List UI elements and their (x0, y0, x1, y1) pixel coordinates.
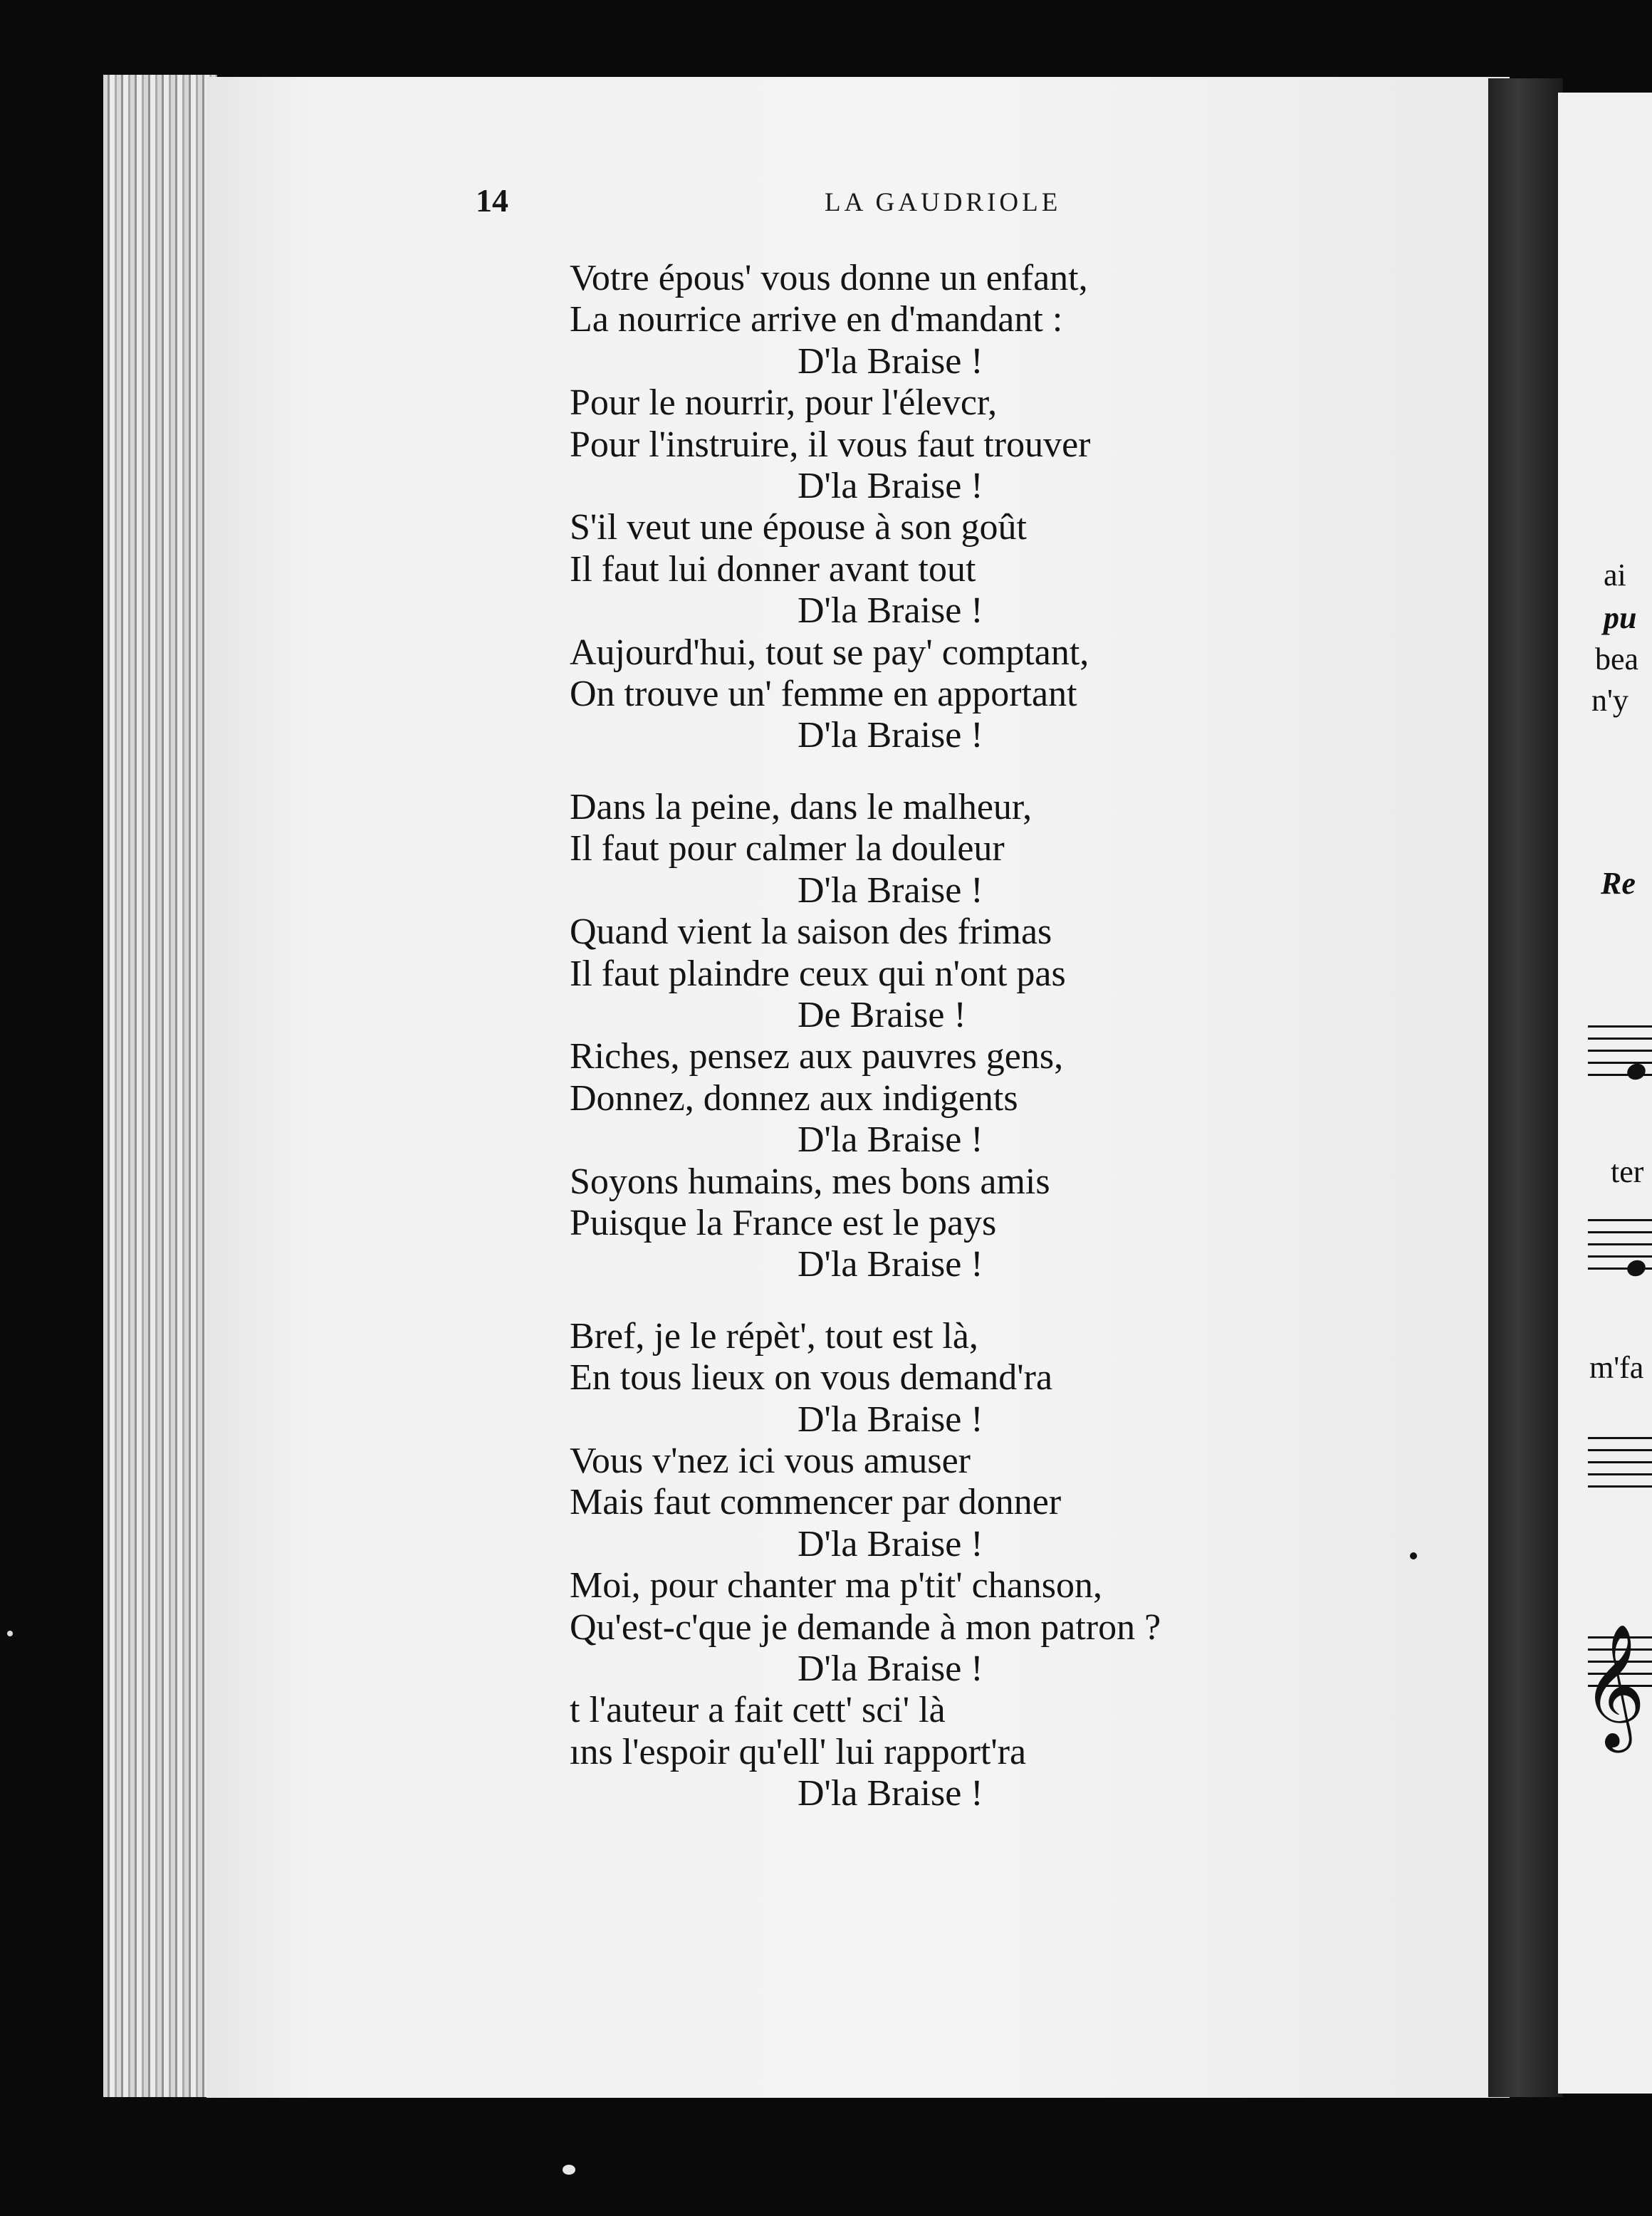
verse-line: En tous lieux on vous demand'ra (570, 1357, 1053, 1399)
running-head (0, 182, 1652, 224)
verse-line: Bref, je le répèt', tout est là, (570, 1315, 978, 1357)
verse-line: Puisque la France est le pays (570, 1202, 997, 1243)
verse-line: t l'auteur a fait cett' sci' là (570, 1690, 946, 1731)
verse-line: Mais faut commencer par donner (570, 1482, 1062, 1523)
refrain-line: D'la Braise ! (798, 340, 983, 382)
verse-line: Dans la peine, dans le malheur, (570, 786, 1032, 827)
stanza (570, 787, 1324, 1286)
facing-label-fragment: Re (1601, 866, 1636, 901)
refrain-line: D'la Braise ! (798, 715, 983, 756)
verse-line: Vous v'nez ici vous amuser (570, 1440, 971, 1481)
stanza (570, 258, 1324, 757)
refrain-line: D'la Braise ! (798, 590, 983, 632)
verse-line: ıns l'espoir qu'ell' lui rapport'ra (570, 1731, 1027, 1772)
refrain-line: D'la Braise ! (798, 1244, 983, 1285)
verse-line: La nourrice arrive en d'mandant : (570, 299, 1063, 340)
verse-line: Donnez, donnez aux indigents (570, 1077, 1018, 1119)
verse-line: Il faut pour calmer la douleur (570, 828, 1005, 869)
facing-text-fragment: bea (1595, 642, 1639, 676)
verse-line: Il faut plaindre ceux qui n'ont pas (570, 953, 1066, 994)
verse-line: Votre épous' vous donne un enfant, (570, 258, 1088, 298)
treble-clef-icon: 𝄞 (1582, 1624, 1646, 1747)
verse-line: Il faut lui donner avant tout (570, 548, 976, 590)
refrain-line: De Braise ! (798, 994, 966, 1035)
scan-speck (563, 2165, 575, 2175)
scan-speck (7, 1631, 13, 1636)
book-title: LA GAUDRIOLE (825, 188, 1062, 217)
page-number: 14 (476, 182, 508, 219)
refrain-line: D'la Braise ! (798, 1399, 983, 1440)
verse-line: On trouve un' femme en apportant (570, 674, 1077, 715)
verse-line: Moi, pour chanter ma p'tit' chanson, (570, 1565, 1103, 1606)
refrain-line: D'la Braise ! (798, 466, 983, 507)
refrain-line: D'la Braise ! (798, 1119, 983, 1161)
book-gutter (1488, 78, 1563, 2097)
facing-text-fragment: pu (1604, 600, 1637, 635)
verse-line: Pour le nourrir, pour l'élevcr, (570, 382, 998, 424)
refrain-line: D'la Braise ! (798, 1773, 983, 1814)
scan-speck (1410, 1552, 1417, 1559)
verse-line: Pour l'instruire, il vous faut trouver (570, 424, 1091, 465)
page-edges (103, 75, 217, 2097)
verse-line: Quand vient la saison des frimas (570, 911, 1052, 953)
verse-line: Soyons humains, mes bons amis (570, 1161, 1050, 1202)
facing-lyric-fragment: ter (1611, 1154, 1644, 1189)
refrain-line: D'la Braise ! (798, 1523, 983, 1564)
facing-page (1558, 93, 1652, 2094)
verse-line: S'il veut une épouse à son goût (570, 507, 1027, 548)
music-staff (1588, 1437, 1652, 1498)
refrain-line: D'la Braise ! (798, 869, 983, 911)
poem-text (570, 258, 1324, 1845)
facing-text-fragment: ai (1604, 558, 1626, 592)
verse-line: Riches, pensez aux pauvres gens, (570, 1036, 1064, 1077)
verse-line: Qu'est-c'que je demande à mon patron ? (570, 1606, 1161, 1648)
facing-lyric-fragment: m'fa (1589, 1350, 1644, 1385)
verse-line: Aujourd'hui, tout se pay' comptant, (570, 632, 1089, 673)
facing-text-fragment: n'y (1591, 683, 1629, 718)
stanza (570, 1316, 1324, 1815)
refrain-line: D'la Braise ! (798, 1648, 983, 1689)
